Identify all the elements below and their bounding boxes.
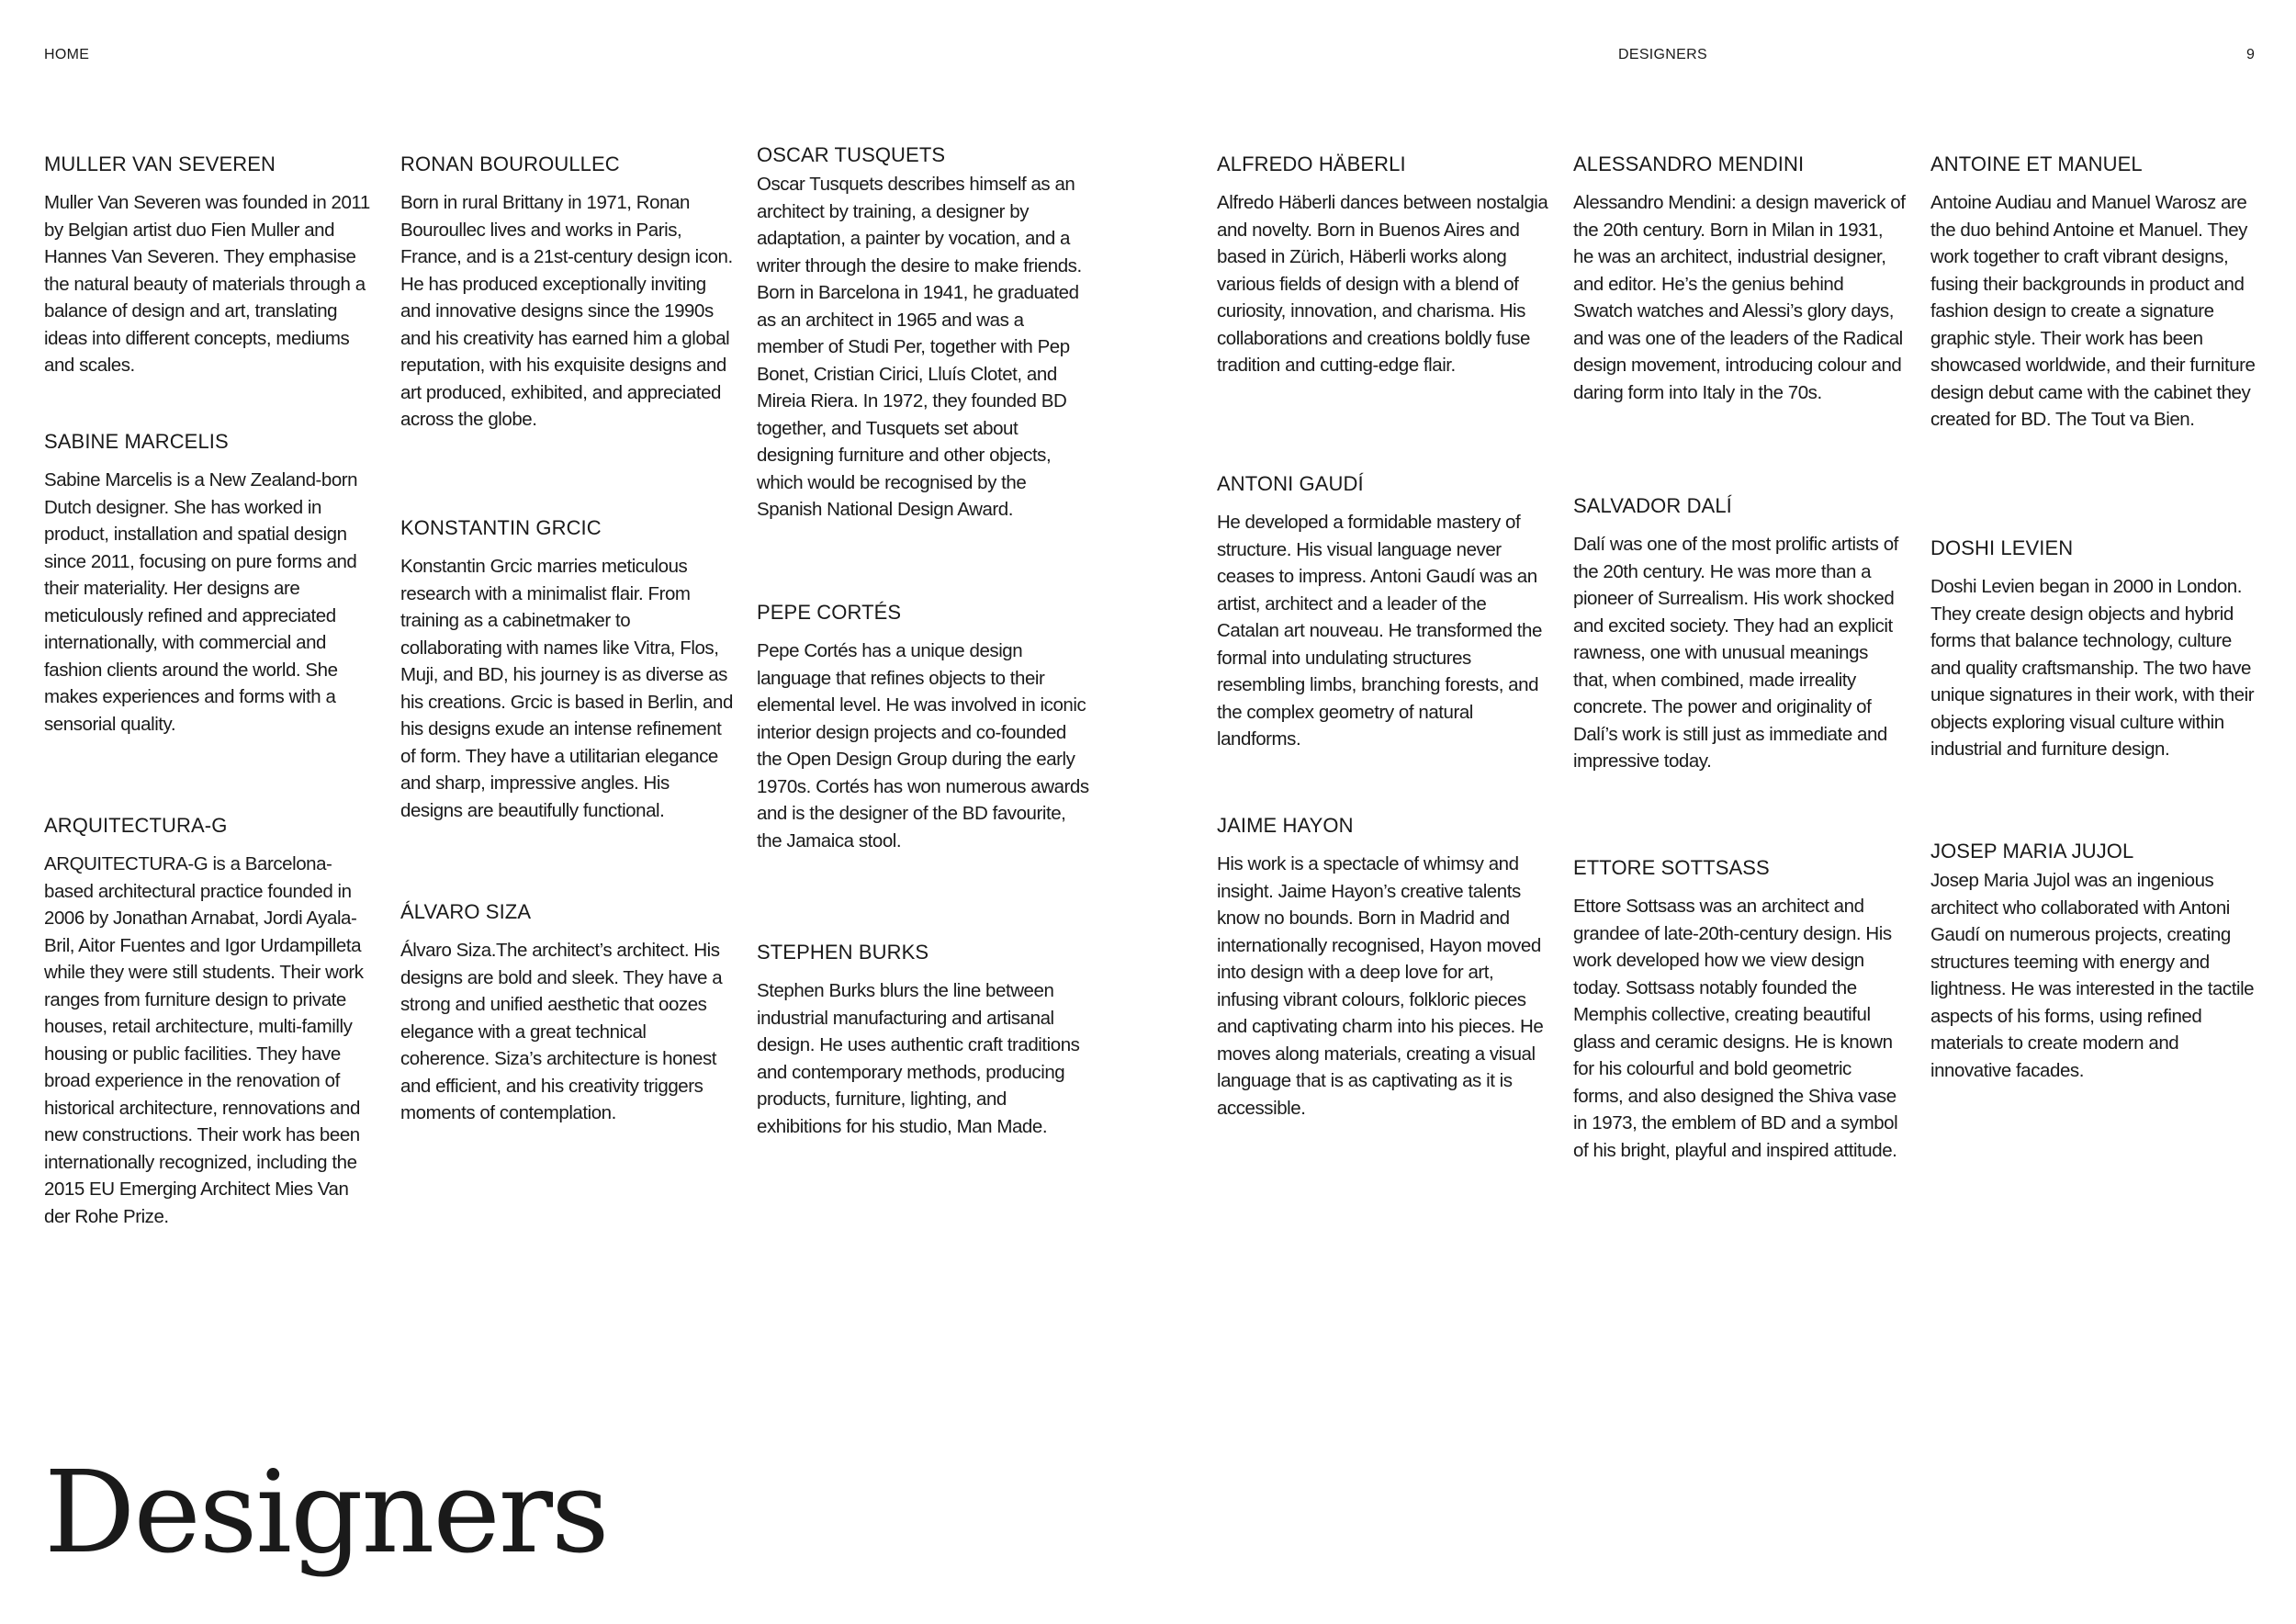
designer-name: ANTONI GAUDÍ: [1217, 472, 1364, 495]
designer-name: ETTORE SOTTSASS: [1573, 856, 1770, 879]
designer-bio: Álvaro Siza.The architect’s architect. His designs are bold and sleek. They have a strong and unified aesthetic that oozes elegance with a great technical coherence. Siza’s architecture is honest and efficient, and his creativity triggers moments of contemplation.: [400, 940, 723, 1123]
designer-entry: [400, 152, 733, 434]
designer-name: JAIME HAYON: [1217, 814, 1354, 837]
designer-bio: Antoine Audiau and Manuel Warosz are the duo behind Antoine et Manuel. They work together to craft vibrant designs, fusing their backgrounds in product and fashion design to create a signature graphic style. Their work has been showcased worldwide, and their furniture design debut came with the cabinet they created for BD. The Tout va Bien.: [1930, 192, 2256, 430]
designer-bio: Ettore Sottsass was an architect and grandee of late-20th-century design. His work developed how we view design today. Sottsass notably founded the Memphis collective, creating beautiful glass and ceramic designs. He is known for his colourful and bold geometric forms, and also designed the Shiva vase in 1973, the emblem of BD and a symbol of his bright, playful and inspired attitude.: [1573, 896, 1898, 1161]
designer-entry: [1573, 152, 1906, 406]
designer-entry: [400, 516, 733, 824]
designer-entry: [44, 152, 377, 379]
page-title: Designers: [44, 1447, 608, 1579]
designer-entry: [1217, 814, 1549, 1122]
designer-entry: [1217, 472, 1549, 753]
designer-entry: [1930, 152, 2263, 434]
designer-entry: [400, 900, 733, 1127]
home-link[interactable]: HOME: [44, 47, 90, 62]
designer-bio: Konstantin Grcic marries meticulous research with a minimalist flair. From training as a cabinetmaker to collaborating with names like Vitra, Flos, Muji, and BD, his journey is as diverse as his creations. Grcic is based in Berlin, and his designs exude an intense refinement of form. They have a utilitarian elegance and sharp, impressive angles. His designs are beautifully functional.: [400, 556, 733, 821]
designer-bio: He developed a formidable mastery of structure. His visual language never ceases to impress. Antoni Gaudí was an artist, architect and a leader of the Catalan art nouveau. He transformed the formal into undulating structures resembling limbs, branching forests, and the complex geometry of natural landforms.: [1217, 512, 1542, 750]
designer-bio: Doshi Levien began in 2000 in London. They create design objects and hybrid forms that balance technology, culture and quality craftsmanship. The two have unique signatures in their work, with their objects exploring visual culture within industrial and furniture design.: [1930, 576, 2255, 760]
designer-bio: Dalí was one of the most prolific artists of the 20th century. He was more than a pioneer of Surrealism. His work shocked and excited society. They had an explicit rawness, one with unusual meanings that, when combined, made irreality concrete. The power and originality of Dalí’s work is still just as immediate and impressive today.: [1573, 534, 1898, 772]
designer-entry: [757, 143, 1089, 524]
designer-name: PEPE CORTÉS: [757, 601, 902, 624]
designer-name: STEPHEN BURKS: [757, 941, 929, 964]
designer-name: ÁLVARO SIZA: [400, 900, 532, 923]
designer-name: ALESSANDRO MENDINI: [1573, 152, 1805, 175]
designer-name: SABINE MARCELIS: [44, 430, 229, 453]
designer-entry: [757, 601, 1089, 854]
designer-name: ANTOINE ET MANUEL: [1930, 152, 2143, 175]
section-label: DESIGNERS: [1618, 47, 1707, 62]
designer-name: KONSTANTIN GRCIC: [400, 516, 602, 539]
designer-bio: Oscar Tusquets describes himself as an architect by training, a designer by adaptation, a painter by vocation, and a writer through the desire to make friends. Born in Barcelona in 1941, he graduated as an architect in 1965 and was a member of Studi Per, together with Pep Bonet, Cristian Cirici, Lluís Clotet, and Mireia Riera. In 1972, they founded BD together, and Tusquets set about designing furniture and other objects, which would be recognised by the Spanish National Design Award.: [757, 174, 1082, 520]
designer-name: ARQUITECTURA-G: [44, 814, 228, 837]
designer-name: OSCAR TUSQUETS: [757, 143, 946, 166]
designer-bio: His work is a spectacle of whimsy and insight. Jaime Hayon’s creative talents know no bounds. Born in Madrid and internationally recognised, Hayon moved into design with a deep love for art, infusing vibrant colours, folkloric pieces and captivating charm into his pieces. He moves along materials, creating a visual language that is as captivating as it is accessible.: [1217, 853, 1544, 1119]
designer-name: SALVADOR DALÍ: [1573, 494, 1732, 517]
designer-bio: Josep Maria Jujol was an ingenious architect who collaborated with Antoni Gaudí on numerous projects, creating structures teeming with energy and lightness. He was interested in the tactile aspects of his forms, using refined materials to create modern and innovative facades.: [1930, 870, 2255, 1081]
designer-entry: [1217, 152, 1549, 379]
designer-entry: [1573, 494, 1906, 775]
designer-bio: Alessandro Mendini: a design maverick of the 20th century. Born in Milan in 1931, he was an architect, industrial designer, and editor. He’s the genius behind Swatch watches and Alessi’s glory days, and was one of the leaders of the Radical design movement, introducing colour and daring form into Italy in the 70s.: [1573, 192, 1906, 403]
designer-bio: Pepe Cortés has a unique design language that refines objects to their elemental level. He was involved in iconic interior design projects and co-founded the Open Design Group during the early 1970s. Cortés has won numerous awards and is the designer of the BD favourite, the Jamaica stool.: [757, 640, 1089, 851]
designer-entry: [1930, 536, 2263, 763]
designer-bio: Stephen Burks blurs the line between industrial manufacturing and artisanal design. He uses authentic craft traditions and contemporary methods, producing products, furniture, lighting, and exhibitions for his studio, Man Made.: [757, 980, 1080, 1137]
designer-name: JOSEP MARIA JUJOL: [1930, 840, 2134, 863]
designer-name: ALFREDO HÄBERLI: [1217, 152, 1406, 175]
designer-entry: [757, 941, 1089, 1140]
designer-name: DOSHI LEVIEN: [1930, 536, 2074, 559]
designer-entry: [44, 430, 377, 738]
page-number: 9: [2246, 47, 2256, 62]
designer-name: MULLER VAN SEVEREN: [44, 152, 276, 175]
designer-bio: Alfredo Häberli dances between nostalgia and novelty. Born in Buenos Aires and based in Zürich, Häberli works along various fields of design with a blend of curiosity, innovation, and charisma. His collaborations and creations boldly fuse tradition and cutting-edge flair.: [1217, 192, 1548, 376]
designer-name: RONAN BOUROULLEC: [400, 152, 620, 175]
designer-bio: Born in rural Brittany in 1971, Ronan Bouroullec lives and works in Paris, France, and is a 21st-century design icon. He has produced exceptionally inviting and innovative designs since the 1990s and his creativity has earned him a global reputation, with his exquisite designs and art produced, exhibited, and appreciated across the globe.: [400, 192, 733, 430]
designer-bio: Sabine Marcelis is a New Zealand-born Dutch designer. She has worked in product, installation and spatial design since 2011, focusing on pure forms and their materiality. Her designs are meticulously refined and appreciated internationally, with commercial and fashion clients around the world. She makes experiences and forms with a sensorial quality.: [44, 469, 358, 735]
designer-entry: [44, 814, 377, 1230]
designer-entry: [1930, 840, 2263, 1084]
designer-bio: Muller Van Severen was founded in 2011 by Belgian artist duo Fien Muller and Hannes Van Severen. They emphasise the natural beauty of materials through a balance of design and art, translating ideas into different concepts, mediums and scales.: [44, 192, 370, 376]
designer-entry: [1573, 856, 1906, 1164]
designer-bio: ARQUITECTURA-G is a Barcelona-based architectural practice founded in 2006 by Jonathan Arnabat, Jordi Ayala-Bril, Aitor Fuentes and Igor Urdampilleta while they were still students. Their work ranges from furniture design to private houses, retail architecture, multi-familly housing or public facilities. They have broad experience in the renovation of historical architecture, rennovations and new constructions. Their work has been internationally recognized, including the 2015 EU Emerging Architect Mies Van der Rohe Prize.: [44, 853, 364, 1227]
